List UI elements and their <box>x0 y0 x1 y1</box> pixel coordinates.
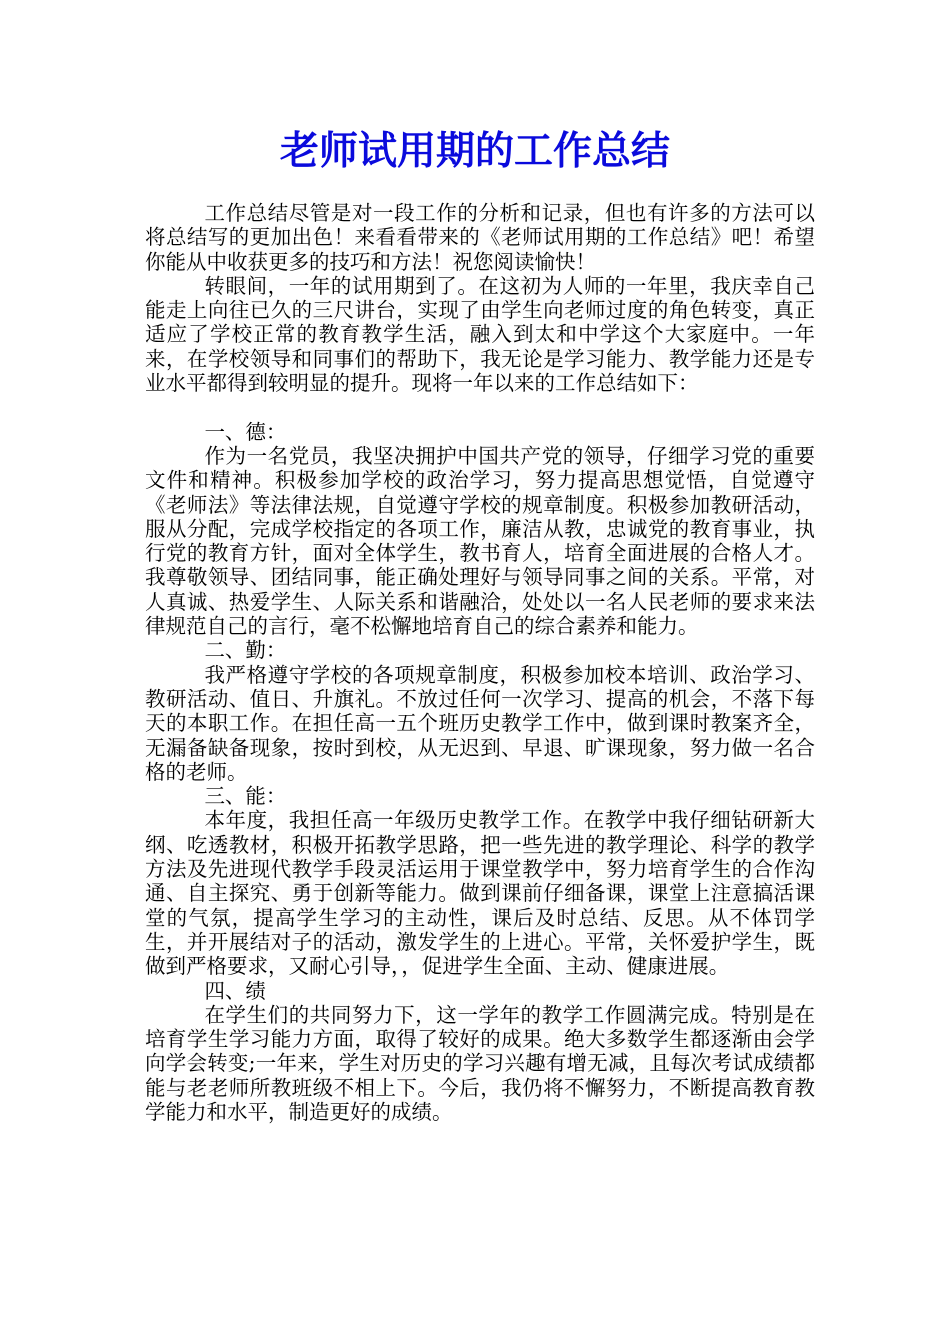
section-neng-paragraph: 本年度，我担任高一年级历史教学工作。在教学中我仔细钻研新大纲、吃透教材，积极开拓教学思路，把一些先进的教学理论、科学的教学方法及先进现代教学手段灵活运用于课堂教学中，努力培育学生的合作沟通、自主探究、勇于创新等能力。做到课前仔细备课，课堂上注意搞活课堂的气氛，提高学生学习的主动性，课后及时总结、反思。从不体罚学生，并开展结对子的活动，激发学生的上进心。平常，关怀爱护学生，既做到严格要求，又耐心引导，，促进学生全面、主动、健康进展。 <box>145 808 815 979</box>
section-heading-de: 一、德： <box>204 419 287 444</box>
section-qin-paragraph: 我严格遵守学校的各项规章制度，积极参加校本培训、政治学习、教研活动、值日、升旗礼。不放过任何一次学习、提高的机会，不落下每天的本职工作。在担任高一五个班历史教学工作中，做到课时教案齐全，无漏备缺备现象，按时到校，从无迟到、早退、旷课现象，努力做一名合格的老师。 <box>145 662 815 784</box>
section-de-paragraph: 作为一名党员，我坚决拥护中国共产党的领导，仔细学习党的重要文件和精神。积极参加学校的政治学习，努力提高思想觉悟，自觉遵守《老师法》等法律法规，自觉遵守学校的规章制度。积极参加教研活动，服从分配，完成学校指定的各项工作，廉洁从教，忠诚党的教育事业，执行党的教育方针，面对全体学生，教书育人，培育全面进展的合格人才。我尊敬领导、团结同事，能正确处理好与领导同事之间的关系。平常，对人真诚、热爱学生、人际关系和谐融洽，处处以一名人民老师的要求来法律规范自己的言行，毫不松懈地培育自己的综合素养和能力。 <box>145 443 815 639</box>
intro-paragraph: 工作总结尽管是对一段工作的分析和记录，但也有许多的方法可以将总结写的更加出色！来看看带来的《老师试用期的工作总结》吧！希望你能从中收获更多的技巧和方法！祝您阅读愉快！ <box>145 201 815 274</box>
document-title: 老师试用期的工作总结 <box>279 128 670 174</box>
opening-paragraph: 转眼间，一年的试用期到了。在这初为人师的一年里，我庆幸自己能走上向往已久的三尺讲台，实现了由学生向老师过度的角色转变，真正适应了学校正常的教育教学生活，融入到太和中学这个大家庭中。一年来，在学校领导和同事们的帮助下，我无论是学习能力、教学能力还是专业水平都得到较明显的提升。现将一年以来的工作总结如下： <box>145 273 815 396</box>
document-body <box>145 201 815 1124</box>
section-heading-ji: 四、绩 <box>204 978 266 1003</box>
section-heading-qin: 二、勤： <box>204 638 287 663</box>
blank-line <box>145 395 815 419</box>
section-heading-neng: 三、能： <box>204 784 287 809</box>
section-ji-paragraph: 在学生们的共同努力下，这一学年的教学工作圆满完成。特别是在培育学生学习能力方面，取得了较好的成果。绝大多数学生都逐渐由会学向学会转变;一年来，学生对历史的学习兴趣有增无减，且每次考试成绩都能与老老师所教班级不相上下。今后，我仍将不懈努力，不断提高教育教学能力和水平，制造更好的成绩。 <box>145 1002 815 1124</box>
